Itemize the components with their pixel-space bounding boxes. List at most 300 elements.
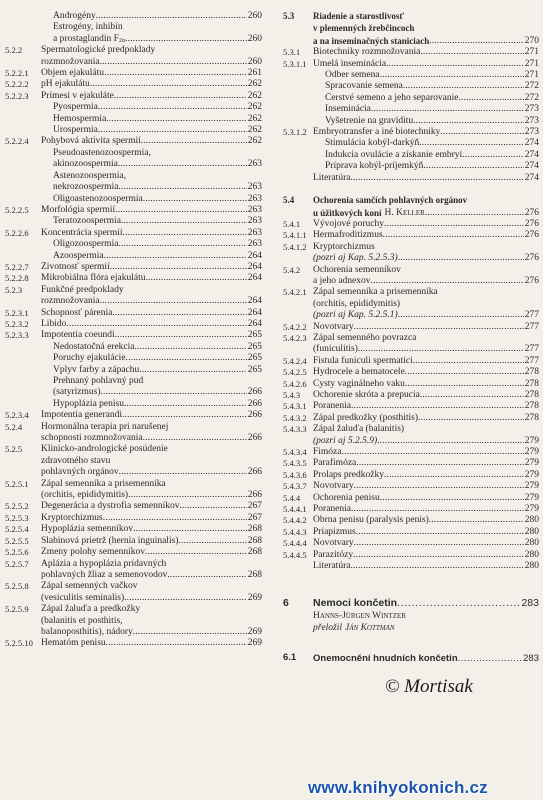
cross-reference: (pozri aj Kap. 5.2.5.3) <box>313 253 398 264</box>
toc-entry-title: pohlavných orgánov <box>41 467 119 478</box>
toc-page-number: 268 <box>247 569 262 580</box>
toc-entry-number: 5.2.3.1 <box>5 307 29 318</box>
toc-page-number: 279 <box>524 447 539 458</box>
toc-entry-number: 5.3 <box>283 11 295 21</box>
toc-page-number: 265 <box>247 364 262 375</box>
toc-entry-number: 5.4.1.2 <box>283 241 307 252</box>
toc-entry[interactable] <box>283 367 539 378</box>
toc-entry-number <box>283 81 313 92</box>
toc-entry-number: 5.4.4.1 <box>283 504 307 515</box>
toc-entry-title: Čerstvé semeno a jeho separovanie <box>325 92 459 103</box>
toc-page-number: 276 <box>524 207 539 218</box>
leader-dots <box>178 536 246 547</box>
toc-entry[interactable] <box>5 353 262 364</box>
toc-page-number: 280 <box>524 561 539 572</box>
leader-dots <box>125 34 247 45</box>
toc-page-number: 266 <box>247 433 262 444</box>
toc-entry[interactable] <box>283 333 539 356</box>
toc-page-number: 276 <box>524 275 539 286</box>
chapter-gap <box>283 634 539 650</box>
leader-dots <box>118 159 247 170</box>
toc-page-number: 264 <box>247 273 262 284</box>
toc-page-number: 265 <box>247 341 262 352</box>
leader-dots <box>115 205 247 216</box>
toc-entry[interactable] <box>283 458 539 469</box>
toc-page-number: 273 <box>524 115 539 126</box>
toc-entry-title: Obrna penisu (paralysis penis) <box>313 515 429 526</box>
toc-entry-title: Parazitózy <box>313 549 354 560</box>
toc-entry[interactable] <box>5 365 262 376</box>
toc-entry[interactable] <box>283 561 539 572</box>
leader-dots <box>371 104 524 115</box>
toc-entry-title: Vplyv farby a zápachu <box>53 364 140 375</box>
toc-page-number: 274 <box>524 149 539 160</box>
toc-section-heading[interactable] <box>283 195 539 219</box>
leader-dots <box>356 458 523 469</box>
leader-dots <box>179 501 246 512</box>
toc-page-number: 276 <box>524 230 539 241</box>
leader-dots <box>98 125 247 136</box>
toc-entry[interactable] <box>5 228 262 239</box>
toc-entry[interactable] <box>5 399 262 410</box>
toc-entry[interactable] <box>5 125 262 136</box>
translator-prefix: přeložil <box>313 622 343 633</box>
leader-dots <box>96 11 247 22</box>
toc-entry-number <box>5 22 41 45</box>
cross-reference: (pozri aj 5.2.5.9) <box>313 435 378 446</box>
toc-entry[interactable] <box>283 116 539 127</box>
toc-entry[interactable] <box>5 91 262 102</box>
toc-entry[interactable] <box>283 504 539 515</box>
toc-entry-number: 5.4.4 <box>283 492 301 503</box>
toc-entry-title: Vyšetrenie na graviditu <box>325 115 414 126</box>
toc-page-number: 261 <box>247 68 262 79</box>
toc-entry-number: 5.4.2.5 <box>283 367 307 378</box>
toc-page-number: 263 <box>247 182 262 193</box>
toc-entry-title: (orchitis, epididymitis) <box>313 298 401 309</box>
toc-entry-title: Zápal žaluďa (balanitis) <box>313 424 405 435</box>
leader-dots <box>145 547 247 558</box>
toc-entry[interactable] <box>283 230 539 241</box>
toc-page-number: 269 <box>247 638 262 649</box>
toc-entry-number: 5.4.2.2 <box>283 321 307 332</box>
subscript: 2α <box>118 37 126 44</box>
toc-entry[interactable] <box>283 424 539 447</box>
toc-entry[interactable] <box>283 219 539 230</box>
toc-page-number: 280 <box>524 526 539 537</box>
toc-entry-title: Literatúra <box>313 172 351 183</box>
leader-dots <box>110 262 247 273</box>
toc-page-number: 262 <box>247 79 262 90</box>
toc-entry-number: 5.2.5.9 <box>5 604 29 615</box>
toc-entry-number: 5.2.5.10 <box>5 638 33 649</box>
toc-page-number: 271 <box>524 58 539 69</box>
leader-dots <box>354 538 524 549</box>
toc-entry-number: 5.4.3.4 <box>283 447 307 458</box>
leader-dots <box>380 493 524 504</box>
toc-entry[interactable] <box>5 319 262 330</box>
toc-page-number: 280 <box>524 549 539 560</box>
toc-page-number: 278 <box>524 367 539 378</box>
toc-entry-number: 5.3.1.2 <box>283 127 307 138</box>
leader-dots <box>356 527 524 538</box>
toc-entry[interactable] <box>283 59 539 70</box>
toc-entry[interactable] <box>5 604 262 638</box>
toc-page-number: 271 <box>524 70 539 81</box>
toc-entry[interactable] <box>283 242 539 265</box>
toc-entry[interactable] <box>283 401 539 412</box>
leader-dots <box>425 208 524 219</box>
leader-dots <box>104 68 247 79</box>
toc-page-number: 263 <box>247 193 262 204</box>
toc-entry-title: Nedostatočná erekcia <box>53 341 135 352</box>
toc-entry[interactable] <box>5 216 262 227</box>
toc-left-column <box>5 11 262 650</box>
toc-entry-title: (funiculitis) <box>313 344 358 355</box>
toc-entry[interactable] <box>5 11 262 22</box>
toc-entry-title: Životnosť spermií <box>41 261 110 272</box>
toc-entry-number: 5.2.5.8 <box>5 581 29 592</box>
toc-page-number: 266 <box>247 467 262 478</box>
toc-entry-number: 5.2.5.4 <box>5 524 29 535</box>
toc-entry[interactable] <box>5 638 262 649</box>
toc-entry-title: a na inseminačných staniciach <box>313 35 430 46</box>
section-gap <box>283 184 539 195</box>
toc-page-number: 265 <box>247 330 262 341</box>
toc-page-number: 268 <box>247 547 262 558</box>
toc-entry[interactable] <box>5 273 262 284</box>
toc-page-number: 260 <box>247 11 262 21</box>
leader-dots <box>423 161 523 172</box>
toc-entry[interactable] <box>283 150 539 161</box>
toc-page-number: 269 <box>247 626 262 637</box>
toc-entry[interactable] <box>283 481 539 492</box>
toc-page-number: 268 <box>247 524 262 535</box>
toc-entry[interactable] <box>283 127 539 138</box>
toc-entry-title: Teratozoospermia <box>53 216 121 227</box>
toc-entry-number: 5.4.2.3 <box>283 332 307 343</box>
toc-page-number: 272 <box>524 92 539 103</box>
toc-entry-number: 5.4.3.5 <box>283 458 307 469</box>
leader-dots <box>418 413 524 424</box>
toc-entry[interactable] <box>5 102 262 113</box>
toc-entry-title: Fistula funiculi spermatici <box>313 355 413 366</box>
toc-entry[interactable] <box>5 513 262 524</box>
toc-entry[interactable] <box>283 265 539 288</box>
toc-entry-number: 5.4.3.2 <box>283 412 307 423</box>
leader-dots <box>384 219 524 230</box>
toc-entry-number <box>283 561 313 572</box>
toc-page-number: 277 <box>524 344 539 355</box>
leader-dots <box>458 652 523 665</box>
leader-dots <box>100 57 247 68</box>
toc-entry-title: Schopnosť párenia <box>41 307 113 318</box>
toc-entry-title: Prímesi v ejakuláte <box>41 90 114 101</box>
toc-entry-title: Odber semena <box>325 70 380 81</box>
leader-dots <box>351 401 524 412</box>
toc-entry-number: 5.2.3.2 <box>5 318 29 329</box>
leader-dots <box>66 319 246 330</box>
toc-entry-number <box>5 102 41 113</box>
toc-entry-title: pH ejakulátu <box>41 79 90 90</box>
toc-entry-title: Zápal semenníka a prisemenníka <box>313 287 438 298</box>
website-watermark: www.knihyokonich.cz <box>308 778 488 797</box>
toc-entry[interactable] <box>5 45 262 68</box>
toc-entry[interactable] <box>283 322 539 333</box>
leader-dots <box>118 239 246 250</box>
toc-entry-title: Kryptorchizmus <box>313 241 375 252</box>
toc-entry-number <box>283 138 313 149</box>
leader-dots <box>353 550 524 561</box>
toc-page-number: 266 <box>247 490 262 501</box>
toc-page-number: 266 <box>247 387 262 398</box>
toc-entry[interactable] <box>5 262 262 273</box>
toc-page-number: 266 <box>247 398 262 409</box>
leader-dots <box>358 344 524 355</box>
toc-entry[interactable] <box>5 148 262 171</box>
toc-entry[interactable] <box>5 308 262 319</box>
toc-page-number: 276 <box>524 218 539 229</box>
toc-page-number: 279 <box>524 492 539 503</box>
toc-entry[interactable] <box>283 515 539 526</box>
toc-entry-number <box>5 194 41 205</box>
toc-page-number: 273 <box>524 104 539 115</box>
toc-entry-title: Koncentrácia spermií <box>41 227 123 238</box>
toc-page-number: 270 <box>524 35 539 46</box>
toc-page-number: 263 <box>247 216 262 227</box>
toc-entry-number: 5.2.2 <box>5 45 23 56</box>
toc-entry-number <box>5 251 41 262</box>
toc-entry-number <box>283 161 313 172</box>
toc-entry-title: Hypoplázia semenníkov <box>41 524 134 535</box>
toc-entry-title: Ochorenia penisu <box>313 492 380 503</box>
toc-page-number: 279 <box>524 458 539 469</box>
toc-entry-title: Stimulácia kobýl-darkýň <box>325 138 420 149</box>
toc-entry[interactable] <box>5 410 262 421</box>
toc-page-number: 260 <box>247 33 262 44</box>
toc-entry[interactable] <box>5 68 262 79</box>
toc-entry-title: a jeho adnexov <box>313 275 371 286</box>
toc-entry[interactable] <box>283 81 539 92</box>
toc-entry-title: Zmeny polohy semenníkov <box>41 547 145 558</box>
toc-page-number: 269 <box>247 592 262 603</box>
toc-entry-number: 5.4.4.3 <box>283 526 307 537</box>
toc-entry-number <box>5 11 41 22</box>
toc-entry[interactable] <box>5 194 262 205</box>
toc-entry-title: (vesiculitis seminalis) <box>41 592 125 603</box>
toc-entry-title: Poranenia <box>313 504 351 515</box>
chapter-heading[interactable] <box>283 652 539 665</box>
toc-entry-number: 5.4.4.4 <box>283 538 307 549</box>
leader-dots <box>101 387 247 398</box>
toc-entry-title: Spracovanie semena <box>325 81 403 92</box>
toc-page-number: 271 <box>524 47 539 58</box>
toc-page-number: 260 <box>247 56 262 67</box>
leader-dots <box>371 276 524 287</box>
leader-dots <box>141 136 247 147</box>
chapter-heading[interactable] <box>283 597 539 610</box>
toc-entry[interactable] <box>5 22 262 45</box>
toc-entry-title: Prehnaný pohlavný pud <box>53 376 144 386</box>
toc-entry[interactable] <box>5 342 262 353</box>
toc-page-number: 262 <box>247 102 262 113</box>
toc-entry[interactable] <box>5 559 262 582</box>
toc-entry[interactable] <box>283 104 539 115</box>
toc-entry-title: Aplázia a hypoplázia prídavných <box>41 558 167 569</box>
toc-entry[interactable] <box>283 93 539 104</box>
toc-entry-number <box>5 239 41 250</box>
toc-entry-title: nekrozoospermia <box>53 182 119 193</box>
toc-entry[interactable] <box>5 79 262 90</box>
leader-dots <box>167 570 246 581</box>
toc-page-number: 264 <box>247 318 262 329</box>
toc-entry-number: 5.4.3.6 <box>283 469 307 480</box>
toc-entry[interactable] <box>5 501 262 512</box>
toc-entry-title: Libido <box>41 318 67 329</box>
toc-entry[interactable] <box>5 524 262 535</box>
chapter-number: 6 <box>283 596 289 609</box>
toc-page-number: 268 <box>247 535 262 546</box>
leader-dots <box>420 47 523 58</box>
toc-entry[interactable] <box>283 356 539 367</box>
toc-entry-title: Hemospermia <box>53 113 107 124</box>
toc-entry-title: Biotechniky rozmnožovania <box>313 47 421 58</box>
leader-dots <box>100 296 247 307</box>
toc-entry[interactable] <box>283 413 539 424</box>
toc-entry-number: 5.2.3.4 <box>5 410 29 421</box>
chapter-title: Onemocnění hnudních končetin <box>313 652 458 664</box>
chapter-title: Nemoci končetin <box>313 596 398 609</box>
leader-dots <box>114 91 247 102</box>
leader-dots <box>115 330 247 341</box>
toc-entry-title: Zápal semenníka a prisemenníka <box>41 478 166 489</box>
toc-entry[interactable] <box>5 444 262 478</box>
toc-entry[interactable] <box>283 538 539 549</box>
toc-entry[interactable] <box>283 470 539 481</box>
toc-entry-title: Zápal žaluďa a predkožky <box>41 604 141 615</box>
leader-dots <box>380 70 524 81</box>
toc-entry-title: Cysty vaginálneho vaku <box>313 378 405 389</box>
toc-entry-number <box>5 114 41 125</box>
toc-entry[interactable] <box>283 379 539 390</box>
toc-page-number: 262 <box>247 90 262 101</box>
leader-dots <box>124 399 247 410</box>
leader-dots <box>403 81 524 92</box>
leader-dots <box>143 433 247 444</box>
toc-entry-number: 5.4.2.4 <box>283 355 307 366</box>
toc-entry-title: Degenerácia a dystrofia semenníkov <box>41 501 180 512</box>
chapter-gap <box>283 573 539 595</box>
toc-page-number: 277 <box>524 355 539 366</box>
leader-dots <box>135 342 247 353</box>
toc-page-number: 273 <box>524 127 539 138</box>
toc-entry-title: Urospermia <box>53 125 98 136</box>
toc-entry-title: (orchitis, epididymitis) <box>41 490 129 501</box>
leader-dots <box>106 114 246 125</box>
toc-entry[interactable] <box>283 287 539 321</box>
toc-entry-title: schopnosti rozmnožovania <box>41 433 143 444</box>
toc-entry[interactable] <box>5 479 262 502</box>
toc-page-number: 278 <box>524 390 539 400</box>
toc-entry[interactable] <box>5 171 262 194</box>
leader-dots <box>413 356 524 367</box>
toc-entry[interactable] <box>283 493 539 504</box>
toc-entry-title: Impotentia coeundi <box>41 330 115 341</box>
toc-page-number: 267 <box>247 512 262 523</box>
toc-entry-title: Zápal predkožky (posthitis) <box>313 412 419 423</box>
toc-entry[interactable] <box>5 114 262 125</box>
leader-dots <box>350 561 523 572</box>
toc-entry-number: 5.2.2.8 <box>5 273 29 284</box>
toc-entry[interactable] <box>283 527 539 538</box>
toc-entry[interactable] <box>283 47 539 58</box>
toc-entry-title: Indukcia ovulácie a získanie embryí <box>325 149 463 160</box>
chapter-author: Hanns-Jürgen Wintzer <box>313 610 406 621</box>
toc-entry-title: Kryptorchizmus <box>41 512 103 523</box>
toc-section-heading[interactable] <box>283 11 539 47</box>
toc-entry[interactable] <box>5 536 262 547</box>
toc-entry-title: Ochorenie skróta a prepucia <box>313 390 420 400</box>
toc-page-number: 274 <box>524 172 539 183</box>
toc-entry-number <box>283 70 313 81</box>
toc-entry-title: Zápal semenných vačkov <box>41 581 138 592</box>
toc-entry[interactable] <box>283 550 539 561</box>
toc-entry-number: 5.2.2.2 <box>5 79 29 90</box>
leader-dots <box>139 365 246 376</box>
toc-page-number: 266 <box>247 410 262 421</box>
toc-entry-title: Príprava kobýl-príjemkýň <box>325 161 424 172</box>
toc-entry[interactable] <box>5 376 262 399</box>
toc-entry[interactable] <box>283 138 539 149</box>
toc-entry-number <box>5 399 41 410</box>
leader-dots <box>98 102 247 113</box>
toc-entry[interactable] <box>5 136 262 147</box>
toc-entry[interactable] <box>5 330 262 341</box>
toc-entry-number: 5.2.2.1 <box>5 68 29 79</box>
toc-entry[interactable] <box>283 447 539 458</box>
toc-right-column <box>283 11 539 665</box>
toc-entry-number: 5.2.3 <box>5 284 23 295</box>
toc-entry[interactable] <box>5 239 262 250</box>
toc-entry[interactable] <box>5 422 262 445</box>
toc-page-number: 280 <box>524 515 539 526</box>
toc-page-number: 277 <box>524 321 539 332</box>
toc-entry[interactable] <box>5 205 262 216</box>
toc-entry[interactable] <box>283 390 539 401</box>
toc-entry[interactable] <box>283 70 539 81</box>
toc-page-number: 276 <box>524 253 539 264</box>
toc-entry-number: 5.2.2.6 <box>5 227 29 238</box>
toc-entry[interactable] <box>283 161 539 172</box>
toc-page-number: 262 <box>247 125 262 136</box>
toc-entry-title: Slabinová prietrž (hernia inguinalis) <box>41 535 179 546</box>
toc-entry-title: Objem ejakulátu <box>41 68 105 79</box>
toc-entry-title: Hydrocele a hematocele <box>313 367 405 378</box>
leader-dots <box>383 230 524 241</box>
toc-entry[interactable] <box>5 581 262 604</box>
toc-entry-title: Pseudoastenozoospermia, <box>53 147 151 158</box>
toc-entry[interactable] <box>283 173 539 184</box>
toc-entry-number <box>5 342 41 353</box>
toc-entry[interactable] <box>5 251 262 262</box>
leader-dots <box>384 470 524 481</box>
leader-dots <box>440 127 523 138</box>
toc-entry[interactable] <box>5 547 262 558</box>
toc-entry-number <box>283 173 313 184</box>
toc-entry[interactable] <box>5 285 262 308</box>
toc-entry-number: 5.2.5.1 <box>5 478 29 489</box>
toc-entry-number: 5.2.2.3 <box>5 90 29 101</box>
